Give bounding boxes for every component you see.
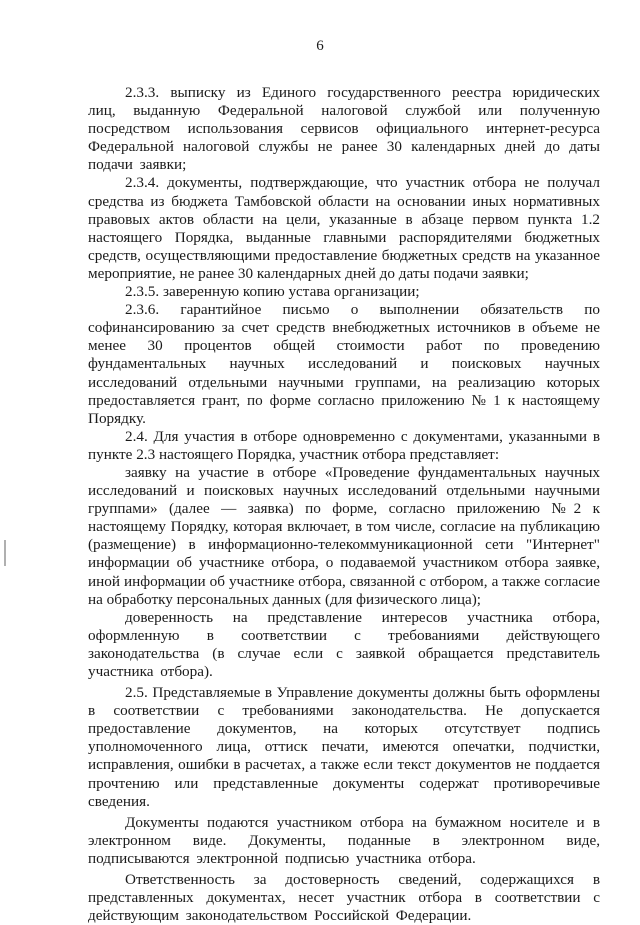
paragraph-2-3-6: 2.3.6. гарантийное письмо о выполнении обязательств по софинансированию за счет средств внебюджетных источников в объеме не менее 30 процентов общей стоимости работ по проведению фундаментальных научных исследований и поисковых научных исследований отдельными научными группами, на реализацию которых предоставляется грант, по форме согласно приложению № 1 к настоящему Порядку. xyxy=(88,301,600,427)
paragraph-2-3-5: 2.3.5. заверенную копию устава организации; xyxy=(125,283,420,301)
paragraph-2-4: 2.4. Для участия в отборе одновременно с документами, указанными в пункте 2.3 настоящего Порядка, участник отбора представляет: xyxy=(88,427,600,463)
paragraph-submission: Документы подаются участником отбора на бумажном носителе и в электронном виде. Документы, поданные в электронном виде, подписываются электронной подписью участника отбора. xyxy=(88,813,600,867)
paragraph-2-3-3: 2.3.3. выписку из Единого государственного реестра юридических лиц, выданную Федеральной налоговой службой или полученную посредством использования сервисов официального интернет-ресурса Федеральной налоговой службы не ранее 30 календарных дней до даты подачи заявки; xyxy=(88,84,600,174)
paragraph-responsibility: Ответственность за достоверность сведений, содержащихся в представленных документах, несет участник отбора в соответствии с действующим законодательством Российской Федерации. xyxy=(88,871,600,925)
page-number: 6 xyxy=(316,38,324,54)
document-body xyxy=(88,84,600,925)
scan-margin-mark xyxy=(4,540,6,566)
paragraph-2-5: 2.5. Представляемые в Управление документы должны быть оформлены в соответствии с требованиями законодательства. Не допускается предоставление документов, на которых отсутствует подпись уполномоченного лица, оттиск печати, имеются опечатки, подчистки, исправления, ошибки в расчетах, а также если текст документов не поддается прочтению или представленные документы содержат противоречивые сведения. xyxy=(88,684,600,810)
paragraph-application: заявку на участие в отборе «Проведение фундаментальных научных исследований и поисковых научных исследований отдельными научными группами» (далее — заявка) по форме, согласно приложению №2 к настоящему Порядку, которая включает, в том числе, согласие на публикацию (размещение) в информационно-телекоммуникационной сети "Интернет" информации об участнике отбора, о подаваемой участником отбора заявке, иной информации об участнике отбора, связанной с отбором, а также согласие на обработку персональных данных (для физического лица); xyxy=(88,463,600,608)
paragraph-2-3-4: 2.3.4. документы, подтверждающие, что участник отбора не получал средства из бюджета Тамбовской области на основании иных нормативных правовых актов области на цели, указанные в абзаце первом пункта 1.2 настоящего Порядка, выданные главными распорядителями бюджетных средств, осуществляющими предоставление бюджетных средств на указанное мероприятие, не ранее 30 календарных дней до даты подачи заявки; xyxy=(88,174,600,282)
paragraph-power-of-attorney: доверенность на представление интересов участника отбора, оформленную в соответствии с требованиями действующего законодательства (в случае если с заявкой обращается представитель участника отбора). xyxy=(88,608,600,680)
